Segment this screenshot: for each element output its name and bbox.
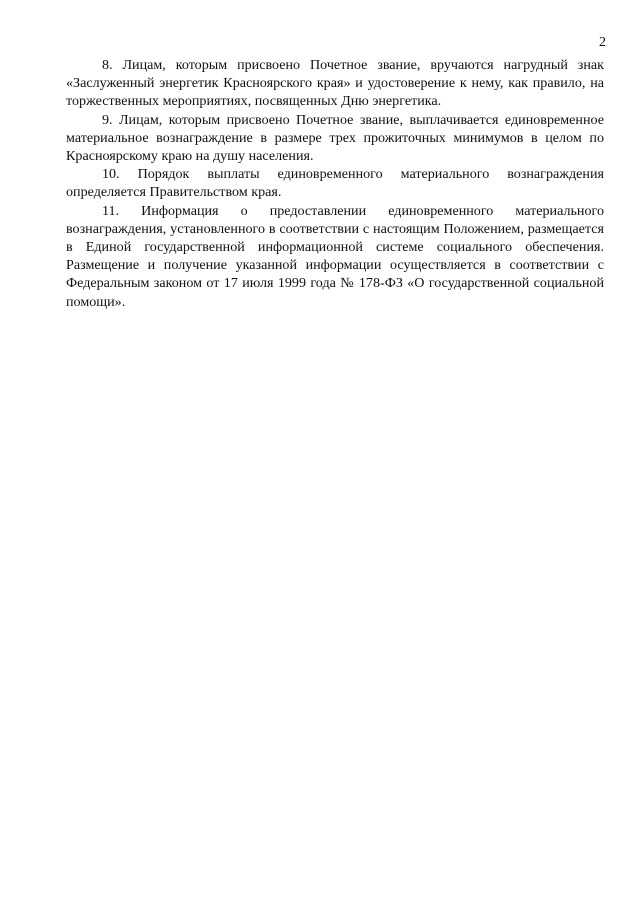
- paragraph-10: 10. Порядок выплаты единовременного материального вознаграждения определяется Правительством края.: [66, 166, 604, 201]
- document-body: [66, 56, 604, 311]
- paragraph-11: 11. Информация о предоставлении единовременного материального вознаграждения, установленного в соответствии с настоящим Положением, размещается в Единой государственной информационной системе социального обеспечения. Размещение и получение указанной информации осуществляется в соответствии с Федеральным законом от 17 июля 1999 года № 178-ФЗ «О государственной социальной помощи».: [66, 202, 604, 310]
- paragraph-8: 8. Лицам, которым присвоено Почетное звание, вручаются нагрудный знак «Заслуженный энергетик Красноярского края» и удостоверение к нему, как правило, на торжественных мероприятиях, посвященных Дню энергетика.: [66, 57, 604, 110]
- paragraph-9: 9. Лицам, которым присвоено Почетное звание, выплачивается единовременное материальное вознаграждение в размере трех прожиточных минимумов в целом по Красноярскому краю на душу населения.: [66, 111, 604, 165]
- page-number: 2: [599, 35, 606, 50]
